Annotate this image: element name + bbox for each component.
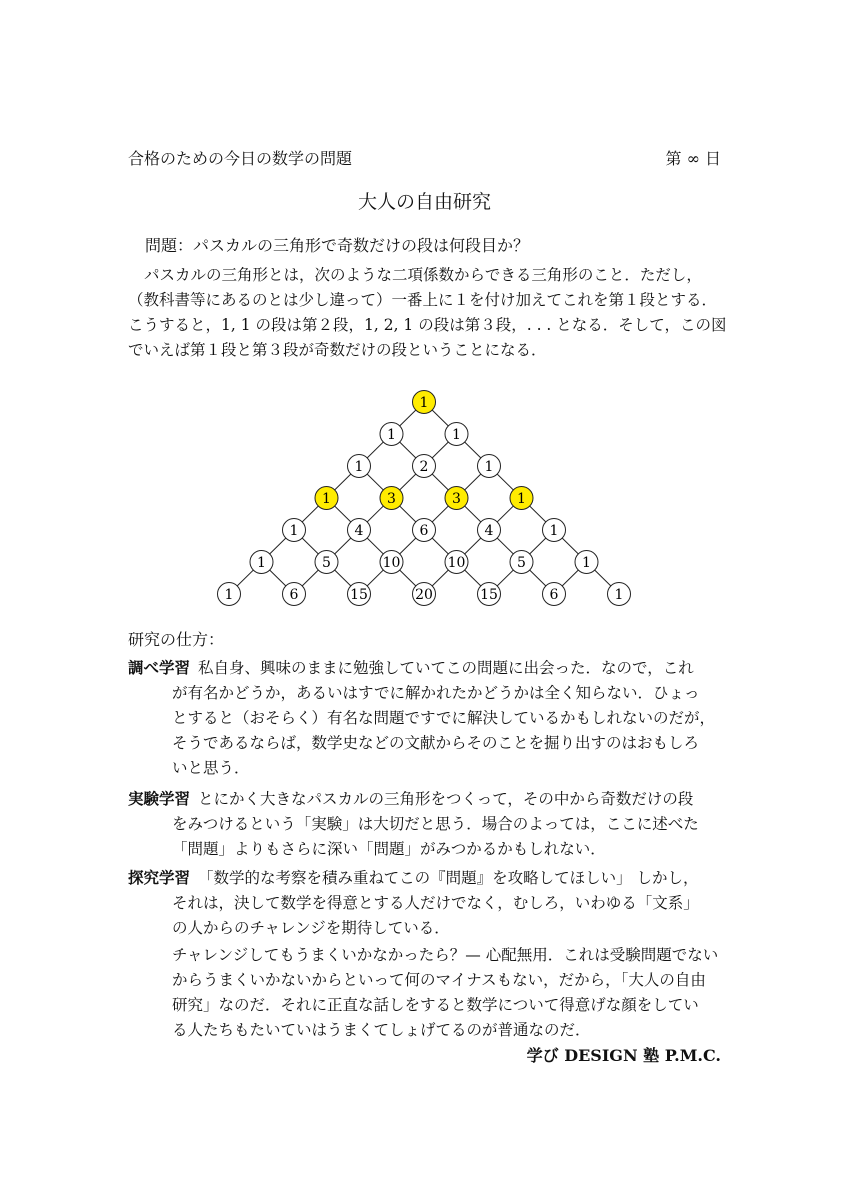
intro-paragraph: [128, 263, 727, 363]
triangle-value: 1: [387, 427, 396, 443]
triangle-value: 1: [452, 427, 461, 443]
triangle-value: 6: [549, 587, 559, 603]
intro-line: パスカルの三角形とは，次のような二項係数からできる三角形のこと．ただし，: [144, 266, 702, 284]
item-label: 探究学習: [128, 869, 191, 887]
item-text: それは，決して数学を得意とする人だけでなく，むしろ，いわゆる「文系」: [172, 894, 699, 912]
item-research: [128, 656, 722, 781]
item-label: 実験学習: [128, 790, 191, 808]
triangle-value: 6: [419, 523, 429, 539]
page-title: 大人の自由研究: [357, 191, 491, 213]
triangle-value: 2: [419, 459, 429, 475]
triangle-value: 1: [549, 523, 559, 539]
item-experiment: [128, 787, 722, 862]
item-label: 調べ学習: [128, 659, 191, 677]
item-text: の人からのチャレンジを期待している．: [172, 919, 450, 937]
item-inquiry: [128, 866, 722, 941]
item-text: 私自身、興味のままに勉強していてこの問題に出会った．なので，これ: [198, 659, 694, 677]
triangle-value: 3: [387, 491, 396, 507]
method-heading: 研究の仕方：: [128, 630, 225, 649]
closing-line: チャレンジしてもうまくいかなかったら？— 心配無用．これは受験問題でない: [172, 946, 719, 964]
triangle-value: 1: [484, 459, 494, 475]
triangle-value: 10: [447, 555, 466, 571]
closing-line: 研究」なのだ．それに正直な話しをすると数学について得意げな顔をしてい: [172, 996, 699, 1014]
triangle-value: 15: [480, 587, 498, 603]
triangle-value: 5: [517, 555, 526, 571]
intro-line: でいえば第１段と第３段が奇数だけの段ということになる．: [128, 341, 547, 359]
item-text: いと思う．: [172, 759, 250, 777]
pascal-triangle: [0, 380, 849, 615]
signature: 学び DESIGN 塾 P.M.C.: [526, 1046, 721, 1065]
triangle-value: 1: [614, 587, 624, 603]
closing-paragraph: [128, 943, 722, 1043]
triangle-value: 20: [415, 587, 433, 603]
triangle-value: 4: [354, 523, 364, 539]
triangle-value: 1: [224, 587, 234, 603]
item-text: とにかく大きなパスカルの三角形をつくって，その中から奇数だけの段: [198, 790, 694, 808]
item-text: が有名かどうか，あるいはすでに解かれたかどうかは全く知らない．ひょっ: [172, 684, 700, 702]
closing-line: る人たちもたいていはうまくてしょげてるのが普通なのだ．: [172, 1021, 591, 1039]
triangle-value: 1: [289, 523, 299, 539]
closing-line: からうまくいかないからといって何のマイナスもない，だから，「大人の自由: [172, 971, 706, 989]
triangle-value: 5: [322, 555, 331, 571]
triangle-value: 3: [452, 491, 461, 507]
intro-line: こうすると，1, 1 の段は第２段，1, 2, 1 の段は第３段，. . . となる．そして，この図: [128, 316, 727, 334]
item-text: 「数学的な考察を積み重ねてこの『問題』を攻略してほしい」 しかし，: [198, 869, 699, 887]
triangle-value: 1: [582, 555, 591, 571]
triangle-value: 1: [322, 491, 331, 507]
triangle-value: 4: [484, 523, 494, 539]
question-text: 問題：パスカルの三角形で奇数だけの段は何段目か？: [145, 236, 530, 255]
item-text: をみつけるという「実験」は大切だと思う．場合のよっては，ここに述べた: [172, 815, 699, 833]
triangle-value: 1: [257, 555, 266, 571]
triangle-value: 1: [517, 491, 526, 507]
triangle-value: 10: [382, 555, 401, 571]
triangle-value: 1: [354, 459, 364, 475]
header-title: 合格のための今日の数学の問題: [128, 149, 353, 168]
item-text: とすると（おそらく）有名な問題ですでに解決しているかもしれないのだが，: [172, 709, 715, 727]
triangle-value: 1: [419, 395, 429, 411]
triangle-value: 15: [350, 587, 368, 603]
item-text: 「問題」よりもさらに深い「問題」がみつかるかもしれない．: [172, 840, 606, 858]
intro-line: （教科書等にあるのとは少し違って）一番上に１を付け加えてこれを第１段とする．: [128, 291, 718, 309]
day-label: 第 ∞ 日: [665, 149, 721, 168]
item-text: そうであるならば，数学史などの文献からそのことを掘り出すのはおもしろ: [172, 734, 700, 752]
triangle-value: 6: [289, 587, 299, 603]
